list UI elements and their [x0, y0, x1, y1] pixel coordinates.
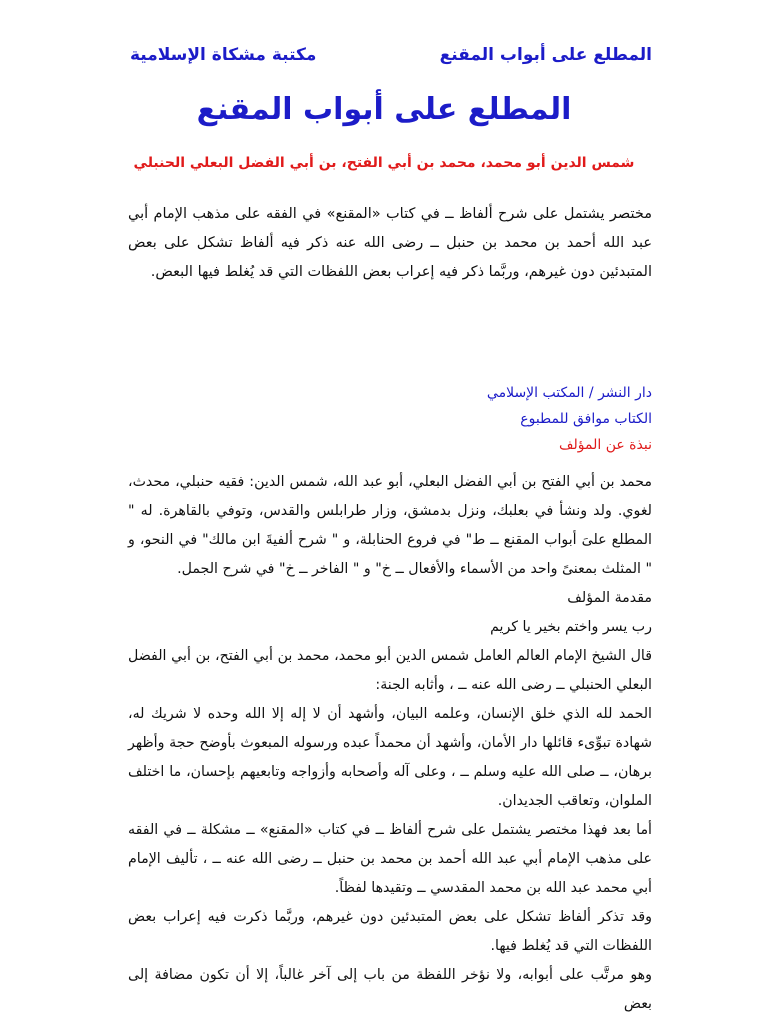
author-line: شمس الدين أبو محمد، محمد بن أبي الفتح، بن أبي الفضل البعلي الحنبلي: [133, 155, 635, 171]
paragraph: الحمد لله الذي خلق الإنسان، وعلمه البيان، وأشهد أن لا إله إلا الله وحده لا شريك له، شهادة تبوِّىء قائلها دار الأمان، وأشهد أن محمداً عبده ورسوله المبعوث بأوضح حجة وأظهر برهان، ــ صلى الله عليه وسلم ــ ، وعلى آله وأصحابه وأزواجه وتابعيهم بإحسان، ما اختلف الملوان، وتعاقب الجديدان.: [128, 706, 652, 809]
edition-note: الكتاب موافق للمطبوع: [520, 411, 652, 427]
header-library-name: مكتبة مشكاة الإسلامية: [130, 45, 317, 65]
paragraph: أما بعد فهذا مختصر يشتمل على شرح ألفاظ ــ في كتاب «المقنع» ــ مشكلة ــ في الفقه على مذهب الإمام أبي عبد الله أحمد بن محمد بن حنبل ــ رضى الله عنه ــ ، تأليف الإمام أبي محمد عبد الله بن محمد المقدسي ــ وتقيدها لفظاً.: [128, 822, 652, 896]
paragraph: وقد تذكر ألفاظ تشكل على بعض المتبدئين دون غيرهم، وربَّما ذكرت فيه إعراب بعض اللفظات التي قد يُغلط فيها.: [128, 909, 652, 954]
book-meta: [128, 380, 652, 458]
body-text: [128, 468, 652, 1019]
author-bio-paragraph: محمد بن أبي الفتح بن أبي الفضل البعلي، أبو عبد الله، شمس الدين: فقيه حنبلي، محدث، لغوي. ولد ونشأ في بعلبك، ونزل بدمشق، وزار طرابلس والقدس، وتوفي بالقاهرة. له " المطلع علىَ أبواب المقنع ــ ط" في فروع الحنابلة، و " شرح ألفيةَ ابن مالك" في النحو، و " المثلث بمعنىً واحد من الأسماء والأفعال ــ خ" و " الفاخر ــ خ" في شرح الجمل.: [128, 474, 652, 577]
author-bio-heading: نبذة عن المؤلف: [559, 437, 652, 453]
publisher-line: دار النشر / المكتب الإسلامي: [486, 385, 652, 401]
preface-heading: مقدمة المؤلف: [567, 590, 652, 606]
header-book-title: المطلع على أبواب المقنع: [439, 45, 652, 65]
book-title: المطلع على أبواب المقنع: [196, 92, 572, 127]
intro-paragraph: مختصر يشتمل على شرح ألفاظ ــ في كتاب «المقنع» في الفقه على مذهب الإمام أبي عبد الله أحمد بن محمد بن حنبل ــ رضى الله عنه ذكر فيه ألفاظ تشكل على بعض المتبدئين دون غيرهم، وربَّما ذكر فيه إعراب بعض اللفظات التي قد يُغلط فيها البعض.: [128, 206, 652, 280]
invocation-line: رب يسر واختم بخير يا كريم: [490, 619, 652, 635]
paragraph: قال الشيخ الإمام العالم العامل شمس الدين أبو محمد، محمد بن أبي الفتح، بن أبي الفضل البعلي الحنبلي ــ رضى الله عنه ــ ، وأثابه الجنة:: [128, 648, 652, 693]
page-header: [128, 40, 652, 70]
paragraph: وهو مرتَّب على أبوابه، ولا نؤخر اللفظة من باب إلى آخر غالباً، إلا أن تكون مضافة إلى بعض: [128, 967, 652, 1012]
